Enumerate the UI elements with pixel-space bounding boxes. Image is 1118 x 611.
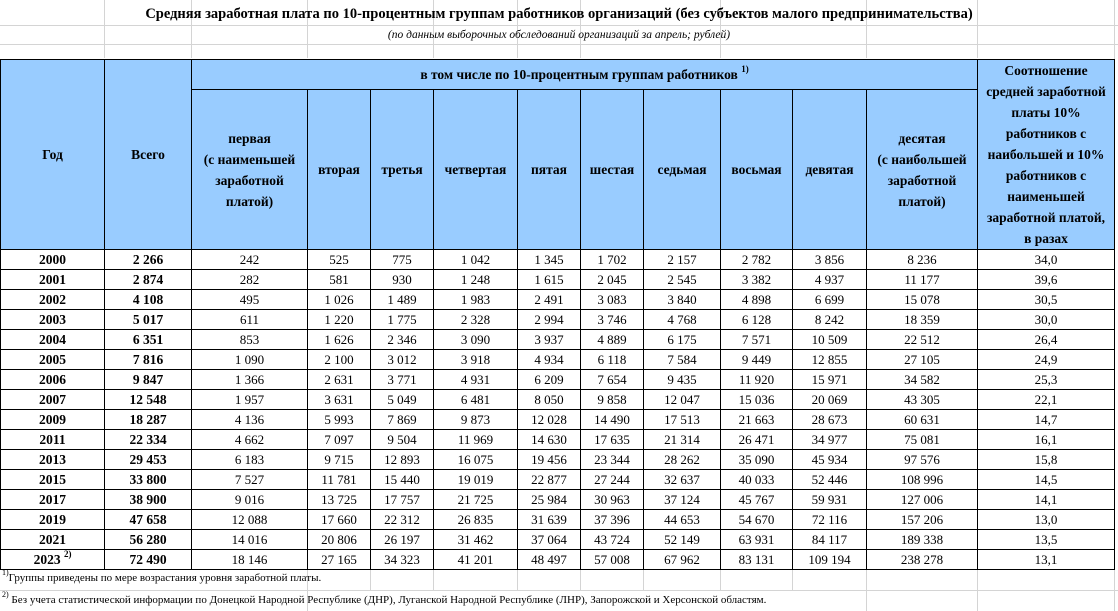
group-1-cell: 495: [192, 290, 308, 310]
group-3-cell: 26 197: [371, 530, 434, 550]
year-value: 2000: [39, 252, 66, 267]
table-row: [1, 490, 1115, 510]
group-5-cell: 14 630: [518, 430, 581, 450]
ratio-cell: 26,4: [978, 330, 1115, 350]
column-header-year: Год: [1, 60, 105, 250]
group-4-cell: 6 481: [434, 390, 518, 410]
group-8-cell: 7 571: [721, 330, 793, 350]
group-8-cell: 11 920: [721, 370, 793, 390]
group-5-cell: 3 937: [518, 330, 581, 350]
group-2-cell: 5 993: [308, 410, 371, 430]
group-2-cell: 11 781: [308, 470, 371, 490]
group-2-cell: 1 026: [308, 290, 371, 310]
group-2-cell: 27 165: [308, 550, 371, 570]
group-8-cell: 63 931: [721, 530, 793, 550]
column-header-ratio: Соотношение средней заработной платы 10% работников с наибольшей и 10% работников с наименьшей заработной платой, в разах: [978, 60, 1115, 250]
column-header-group-1: [192, 90, 308, 250]
column-header-group-6: шестая: [581, 90, 644, 250]
group-10-cell: 108 996: [867, 470, 978, 490]
total-cell: 2 266: [105, 250, 192, 270]
group-1-cell: 9 016: [192, 490, 308, 510]
column-header-group-7: седьмая: [644, 90, 721, 250]
group-10-cell: 157 206: [867, 510, 978, 530]
group-1-cell: 853: [192, 330, 308, 350]
table-row: [1, 290, 1115, 310]
group-6-cell: 23 344: [581, 450, 644, 470]
group-7-cell: 52 149: [644, 530, 721, 550]
group-3-cell: 12 893: [371, 450, 434, 470]
table-row: [1, 530, 1115, 550]
group-2-cell: 2 631: [308, 370, 371, 390]
group-10-cell: 189 338: [867, 530, 978, 550]
group-10-cell: 238 278: [867, 550, 978, 570]
group-5-cell: 1 345: [518, 250, 581, 270]
year-cell: [1, 390, 105, 410]
year-value: 2006: [39, 372, 66, 387]
group-6-cell: 27 244: [581, 470, 644, 490]
group-5-cell: 6 209: [518, 370, 581, 390]
group-8-cell: 3 382: [721, 270, 793, 290]
group-1-label: первая: [228, 130, 271, 146]
group-5-cell: 48 497: [518, 550, 581, 570]
group-9-cell: 6 699: [793, 290, 867, 310]
group-2-cell: 2 100: [308, 350, 371, 370]
total-cell: 29 453: [105, 450, 192, 470]
group-1-cell: 1 957: [192, 390, 308, 410]
group-8-cell: 4 898: [721, 290, 793, 310]
group-7-cell: 28 262: [644, 450, 721, 470]
wage-deciles-table: [0, 59, 1115, 570]
group-2-cell: 1 220: [308, 310, 371, 330]
year-value: 2011: [39, 432, 66, 447]
footnote-1-text: Группы приведены по мере возрастания уровня заработной платы.: [8, 572, 322, 584]
group-1-cell: 14 016: [192, 530, 308, 550]
ratio-cell: 14,7: [978, 410, 1115, 430]
ratio-cell: 30,0: [978, 310, 1115, 330]
column-header-total: Всего: [105, 60, 192, 250]
group-4-cell: 2 328: [434, 310, 518, 330]
group-5-cell: 8 050: [518, 390, 581, 410]
total-cell: 18 287: [105, 410, 192, 430]
group-6-cell: 3 746: [581, 310, 644, 330]
footnote-2-text: Без учета статистической информации по Донецкой Народной Республике (ДНР), Луганской Народной Республике (ЛНР), Запорожской и Херсонской областям.: [8, 594, 767, 606]
group-7-cell: 6 175: [644, 330, 721, 350]
table-row: [1, 390, 1115, 410]
group-4-cell: 41 201: [434, 550, 518, 570]
group-6-cell: 14 490: [581, 410, 644, 430]
group-2-cell: 17 660: [308, 510, 371, 530]
group-10-cell: 15 078: [867, 290, 978, 310]
ratio-cell: 25,3: [978, 370, 1115, 390]
year-value: 2023: [33, 552, 61, 567]
group-6-cell: 57 008: [581, 550, 644, 570]
group-10-cell: 75 081: [867, 430, 978, 450]
group-6-cell: 37 396: [581, 510, 644, 530]
column-header-group-10: [867, 90, 978, 250]
group-2-cell: 7 097: [308, 430, 371, 450]
group-8-cell: 15 036: [721, 390, 793, 410]
group-4-cell: 1 042: [434, 250, 518, 270]
group-9-cell: 84 117: [793, 530, 867, 550]
group-10-cell: 8 236: [867, 250, 978, 270]
total-cell: 7 816: [105, 350, 192, 370]
total-cell: 56 280: [105, 530, 192, 550]
group-3-cell: 1 489: [371, 290, 434, 310]
group-9-cell: 34 977: [793, 430, 867, 450]
ratio-cell: 13,5: [978, 530, 1115, 550]
group-6-cell: 17 635: [581, 430, 644, 450]
footnote-2: [2, 590, 767, 606]
group-3-cell: 9 504: [371, 430, 434, 450]
group-8-cell: 45 767: [721, 490, 793, 510]
table-row: [1, 370, 1115, 390]
table-title: Средняя заработная плата по 10-процентным группам работников организаций (без субъектов малого предпринимательства): [145, 6, 973, 22]
group-1-sublabel: (с наименьшей заработной платой): [203, 151, 296, 209]
total-cell: 72 490: [105, 550, 192, 570]
year-cell: [1, 290, 105, 310]
total-cell: 22 334: [105, 430, 192, 450]
group-5-cell: 19 456: [518, 450, 581, 470]
group-3-cell: 17 757: [371, 490, 434, 510]
group-3-cell: 3 012: [371, 350, 434, 370]
year-cell: [1, 470, 105, 490]
group-5-cell: 25 984: [518, 490, 581, 510]
total-cell: 12 548: [105, 390, 192, 410]
footnote-1: [2, 568, 322, 584]
group-7-cell: 37 124: [644, 490, 721, 510]
group-header-label: в том числе по 10-процентным группам работников: [420, 67, 738, 83]
year-cell: [1, 530, 105, 550]
table-row: [1, 270, 1115, 290]
group-1-cell: 18 146: [192, 550, 308, 570]
group-10-cell: 11 177: [867, 270, 978, 290]
group-2-cell: 525: [308, 250, 371, 270]
group-8-cell: 6 128: [721, 310, 793, 330]
group-7-cell: 67 962: [644, 550, 721, 570]
total-cell: 6 351: [105, 330, 192, 350]
table-row: [1, 450, 1115, 470]
group-6-cell: 4 889: [581, 330, 644, 350]
group-1-cell: 7 527: [192, 470, 308, 490]
table-subtitle: (по данным выборочных обследований организаций за апрель; рублей): [387, 29, 731, 41]
group-4-cell: 3 090: [434, 330, 518, 350]
group-2-cell: 13 725: [308, 490, 371, 510]
group-9-cell: 15 971: [793, 370, 867, 390]
column-header-group-4: четвертая: [434, 90, 518, 250]
table-row: [1, 410, 1115, 430]
group-8-cell: 35 090: [721, 450, 793, 470]
ratio-cell: 16,1: [978, 430, 1115, 450]
footnote-ref-2: 2): [63, 548, 72, 559]
group-1-cell: 4 136: [192, 410, 308, 430]
year-cell: [1, 250, 105, 270]
year-cell: [1, 490, 105, 510]
group-7-cell: 17 513: [644, 410, 721, 430]
group-3-cell: 15 440: [371, 470, 434, 490]
column-header-group-3: третья: [371, 90, 434, 250]
group-6-cell: 6 118: [581, 350, 644, 370]
group-9-cell: 20 069: [793, 390, 867, 410]
group-9-cell: 59 931: [793, 490, 867, 510]
total-cell: 2 874: [105, 270, 192, 290]
group-6-cell: 2 045: [581, 270, 644, 290]
group-3-cell: 34 323: [371, 550, 434, 570]
table-row: [1, 430, 1115, 450]
table-row: [1, 250, 1115, 270]
group-9-cell: 45 934: [793, 450, 867, 470]
year-cell: [1, 330, 105, 350]
group-4-cell: 31 462: [434, 530, 518, 550]
table-row: [1, 510, 1115, 530]
group-5-cell: 22 877: [518, 470, 581, 490]
footnote-1-mark: 1): [2, 568, 9, 578]
group-9-cell: 10 509: [793, 330, 867, 350]
group-7-cell: 2 545: [644, 270, 721, 290]
group-6-cell: 1 702: [581, 250, 644, 270]
group-7-cell: 9 435: [644, 370, 721, 390]
group-7-cell: 44 653: [644, 510, 721, 530]
group-7-cell: 32 637: [644, 470, 721, 490]
group-7-cell: 3 840: [644, 290, 721, 310]
ratio-cell: 30,5: [978, 290, 1115, 310]
group-10-label: десятая: [898, 130, 946, 146]
group-4-cell: 19 019: [434, 470, 518, 490]
group-9-cell: 4 937: [793, 270, 867, 290]
group-1-cell: 1 366: [192, 370, 308, 390]
group-5-cell: 12 028: [518, 410, 581, 430]
group-10-cell: 43 305: [867, 390, 978, 410]
group-9-cell: 109 194: [793, 550, 867, 570]
group-9-cell: 72 116: [793, 510, 867, 530]
ratio-cell: 13,1: [978, 550, 1115, 570]
group-9-cell: 3 856: [793, 250, 867, 270]
group-6-cell: 3 083: [581, 290, 644, 310]
column-header-group-2: вторая: [308, 90, 371, 250]
year-value: 2019: [39, 512, 66, 527]
group-7-cell: 12 047: [644, 390, 721, 410]
year-value: 2005: [39, 352, 66, 367]
ratio-cell: 39,6: [978, 270, 1115, 290]
group-1-cell: 282: [192, 270, 308, 290]
ratio-cell: 14,1: [978, 490, 1115, 510]
group-4-cell: 21 725: [434, 490, 518, 510]
group-3-cell: 1 775: [371, 310, 434, 330]
group-3-cell: 2 346: [371, 330, 434, 350]
group-4-cell: 4 931: [434, 370, 518, 390]
group-9-cell: 12 855: [793, 350, 867, 370]
total-cell: 9 847: [105, 370, 192, 390]
group-5-cell: 37 064: [518, 530, 581, 550]
group-2-cell: 20 806: [308, 530, 371, 550]
ratio-cell: 34,0: [978, 250, 1115, 270]
group-3-cell: 775: [371, 250, 434, 270]
total-cell: 47 658: [105, 510, 192, 530]
column-header-group-9: девятая: [793, 90, 867, 250]
year-cell: [1, 370, 105, 390]
group-2-cell: 3 631: [308, 390, 371, 410]
group-5-cell: 2 994: [518, 310, 581, 330]
column-header-group-8: восьмая: [721, 90, 793, 250]
group-10-cell: 22 512: [867, 330, 978, 350]
group-4-cell: 3 918: [434, 350, 518, 370]
ratio-cell: 15,8: [978, 450, 1115, 470]
group-3-cell: 7 869: [371, 410, 434, 430]
total-cell: 5 017: [105, 310, 192, 330]
year-value: 2015: [39, 472, 66, 487]
group-3-cell: 5 049: [371, 390, 434, 410]
year-value: 2009: [39, 412, 66, 427]
group-8-cell: 9 449: [721, 350, 793, 370]
group-1-cell: 1 090: [192, 350, 308, 370]
group-5-cell: 4 934: [518, 350, 581, 370]
group-9-cell: 52 446: [793, 470, 867, 490]
group-5-cell: 2 491: [518, 290, 581, 310]
total-cell: 4 108: [105, 290, 192, 310]
group-2-cell: 1 626: [308, 330, 371, 350]
group-5-cell: 31 639: [518, 510, 581, 530]
year-value: 2021: [39, 532, 66, 547]
year-value: 2017: [39, 492, 66, 507]
group-6-cell: 43 724: [581, 530, 644, 550]
group-8-cell: 54 670: [721, 510, 793, 530]
year-cell: [1, 550, 105, 570]
year-value: 2002: [39, 292, 66, 307]
group-9-cell: 8 242: [793, 310, 867, 330]
total-cell: 33 800: [105, 470, 192, 490]
year-cell: [1, 510, 105, 530]
group-1-cell: 611: [192, 310, 308, 330]
group-3-cell: 3 771: [371, 370, 434, 390]
year-cell: [1, 450, 105, 470]
year-value: 2007: [39, 392, 66, 407]
column-header-group-5: пятая: [518, 90, 581, 250]
table-row: [1, 330, 1115, 350]
total-cell: 38 900: [105, 490, 192, 510]
year-cell: [1, 410, 105, 430]
group-6-cell: 9 858: [581, 390, 644, 410]
footnote-2-mark: 2): [2, 590, 9, 600]
group-10-cell: 127 006: [867, 490, 978, 510]
group-8-cell: 2 782: [721, 250, 793, 270]
group-3-cell: 22 312: [371, 510, 434, 530]
group-8-cell: 40 033: [721, 470, 793, 490]
group-3-cell: 930: [371, 270, 434, 290]
table-body: [1, 250, 1115, 570]
year-value: 2003: [39, 312, 66, 327]
ratio-cell: 14,5: [978, 470, 1115, 490]
group-7-cell: 7 584: [644, 350, 721, 370]
group-1-cell: 6 183: [192, 450, 308, 470]
group-4-cell: 1 983: [434, 290, 518, 310]
year-cell: [1, 350, 105, 370]
group-7-cell: 2 157: [644, 250, 721, 270]
year-cell: [1, 270, 105, 290]
year-value: 2004: [39, 332, 66, 347]
group-5-cell: 1 615: [518, 270, 581, 290]
group-1-cell: 242: [192, 250, 308, 270]
group-4-cell: 11 969: [434, 430, 518, 450]
group-10-cell: 97 576: [867, 450, 978, 470]
table-row: [1, 550, 1115, 570]
group-6-cell: 30 963: [581, 490, 644, 510]
table-row: [1, 310, 1115, 330]
table-row: [1, 470, 1115, 490]
table-row: [1, 350, 1115, 370]
group-7-cell: 4 768: [644, 310, 721, 330]
column-group-header: [192, 60, 978, 90]
group-4-cell: 9 873: [434, 410, 518, 430]
group-4-cell: 26 835: [434, 510, 518, 530]
year-value: 2013: [39, 452, 66, 467]
group-1-cell: 4 662: [192, 430, 308, 450]
group-2-cell: 581: [308, 270, 371, 290]
ratio-cell: 24,9: [978, 350, 1115, 370]
group-10-cell: 60 631: [867, 410, 978, 430]
group-10-cell: 18 359: [867, 310, 978, 330]
ratio-cell: 22,1: [978, 390, 1115, 410]
footnote-ref-1: 1): [741, 63, 749, 74]
group-4-cell: 16 075: [434, 450, 518, 470]
group-8-cell: 83 131: [721, 550, 793, 570]
year-cell: [1, 310, 105, 330]
year-cell: [1, 430, 105, 450]
group-10-cell: 27 105: [867, 350, 978, 370]
group-2-cell: 9 715: [308, 450, 371, 470]
group-7-cell: 21 314: [644, 430, 721, 450]
group-1-cell: 12 088: [192, 510, 308, 530]
ratio-cell: 13,0: [978, 510, 1115, 530]
group-10-sublabel: (с наибольшей заработной платой): [877, 151, 967, 209]
year-value: 2001: [39, 272, 66, 287]
group-8-cell: 26 471: [721, 430, 793, 450]
group-6-cell: 7 654: [581, 370, 644, 390]
group-10-cell: 34 582: [867, 370, 978, 390]
group-8-cell: 21 663: [721, 410, 793, 430]
group-4-cell: 1 248: [434, 270, 518, 290]
group-9-cell: 28 673: [793, 410, 867, 430]
